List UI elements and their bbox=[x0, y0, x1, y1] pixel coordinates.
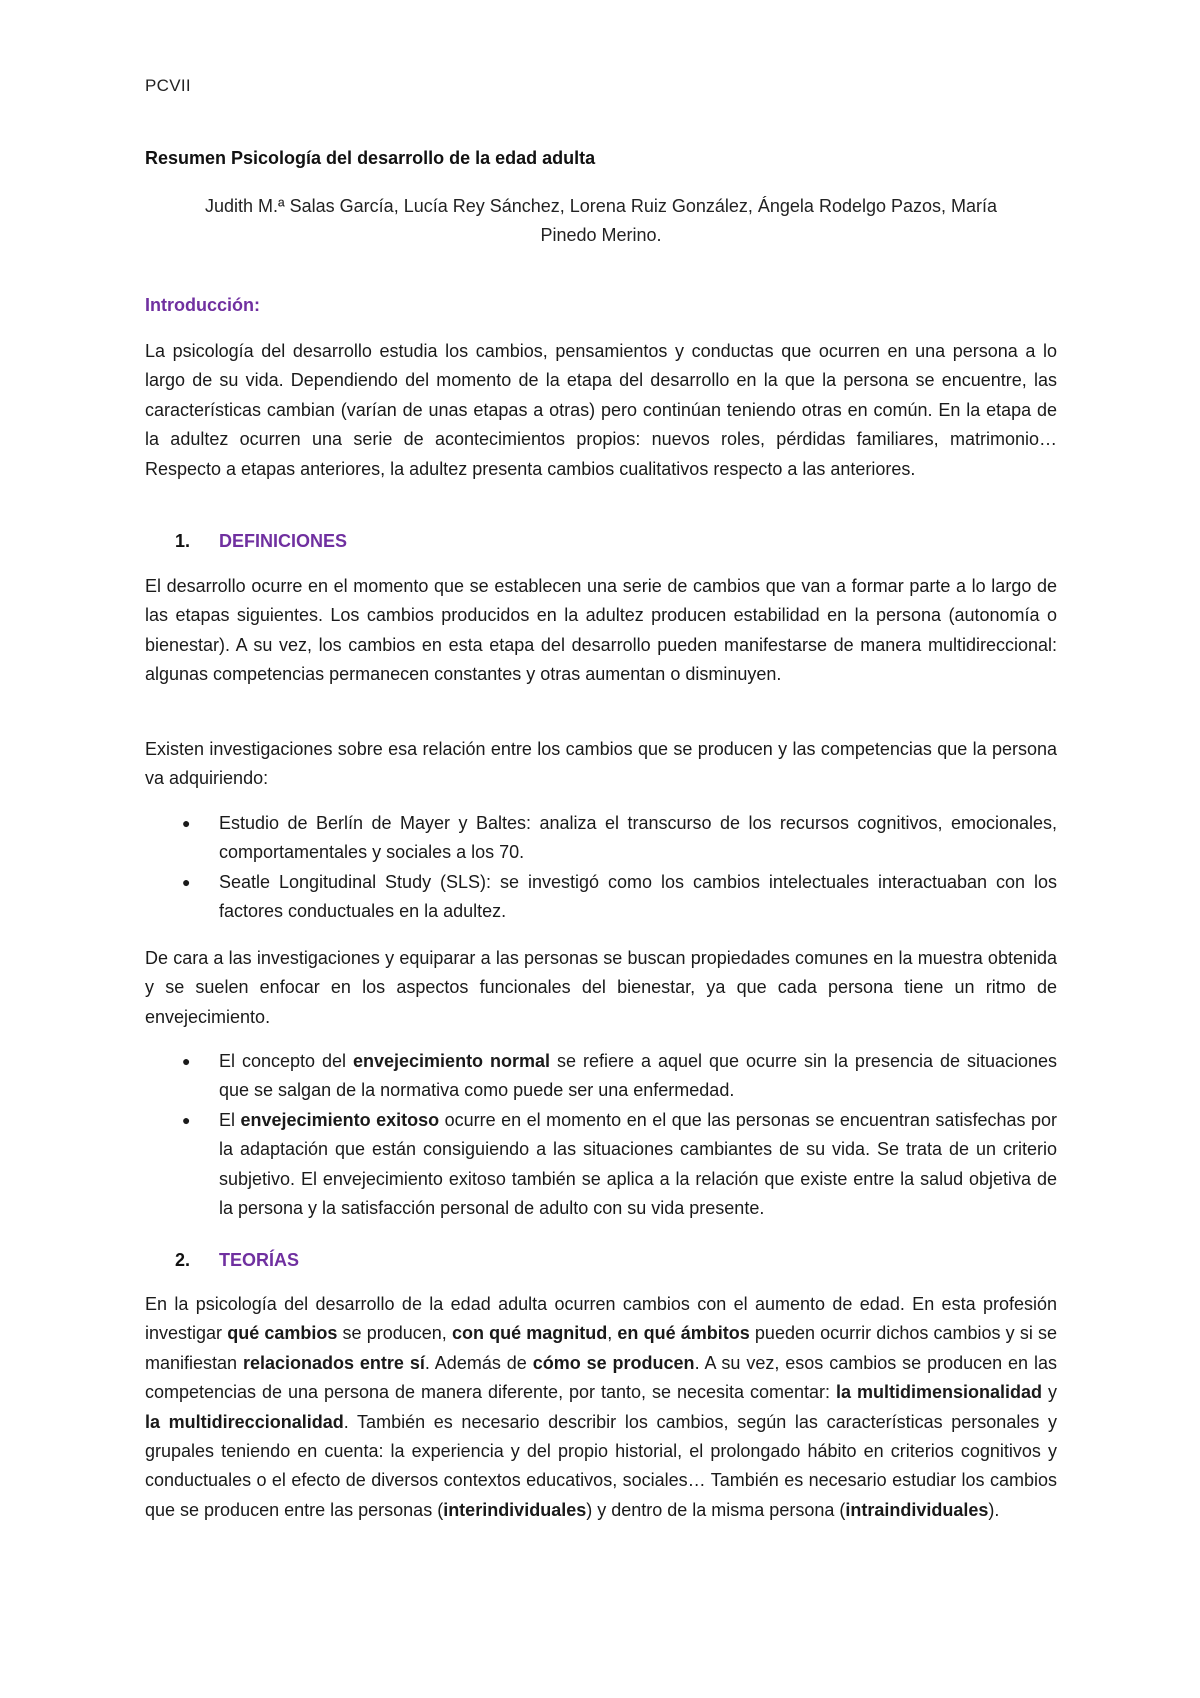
bold-term: envejecimiento normal bbox=[353, 1051, 551, 1071]
text-run: En la psicología del desarrollo de la edad adulta ocurren cambios con el aumento de edad. En esta profesión investigar bbox=[145, 1294, 1057, 1344]
bold-term: qué cambios bbox=[227, 1323, 338, 1344]
bullet-icon: ● bbox=[182, 1053, 191, 1069]
section-number: 2. bbox=[175, 1250, 191, 1270]
definiciones-paragraph-1: El desarrollo ocurre en el momento que se establecen una serie de cambios que van a formar parte a lo largo de las etapas siguientes. Los cambios producidos en la adultez producen estabilidad en la persona (autonomía o bienestar). A su vez, los cambios en esta etapa del desarrollo pueden manifestarse de manera multidireccional: algunas competencias permanecen constantes y otras aumentan o disminuyen. bbox=[145, 576, 1057, 685]
list-item-text: Estudio de Berlín de Mayer y Baltes: analiza el transcurso de los recursos cognitivos, emocionales, comportamentales y sociales a los 70. bbox=[219, 813, 1057, 863]
text-run: ) y dentro de la misma persona ( bbox=[586, 1499, 846, 1520]
section-heading-definiciones bbox=[145, 531, 347, 552]
bold-term: relacionados entre sí bbox=[242, 1352, 425, 1373]
section-heading-teorias bbox=[145, 1250, 299, 1271]
bullet-icon: ● bbox=[182, 873, 191, 890]
page-header: PCVII bbox=[145, 76, 191, 95]
bold-term: interindividuales bbox=[443, 1499, 587, 1520]
list-item bbox=[145, 809, 1057, 868]
section-title: DEFINICIONES bbox=[219, 531, 348, 551]
text-run: y bbox=[1042, 1382, 1057, 1403]
document-title: Resumen Psicología del desarrollo de la edad adulta bbox=[145, 148, 596, 168]
definiciones-paragraph-3: De cara a las investigaciones y equiparar a las personas se buscan propiedades comunes en la muestra obtenida y se suelen enfocar en los aspectos funcionales del bienestar, ya que cada persona tiene un ritmo de envejecimiento. bbox=[145, 948, 1057, 1027]
aging-list bbox=[145, 1047, 1057, 1223]
text-run: ). bbox=[988, 1499, 1000, 1520]
text-run: pueden ocurrir dichos cambios y si se manifiestan bbox=[145, 1323, 1057, 1373]
text-run: El bbox=[219, 1109, 241, 1130]
definiciones-paragraph-2: Existen investigaciones sobre esa relación entre los cambios que se producen y las competencias que la persona va adquiriendo: bbox=[145, 739, 1057, 789]
text-run: . A su vez, esos cambios se producen en las competencias de una persona de manera diferente, por tanto, se necesita comentar: bbox=[145, 1352, 1057, 1403]
text-run: El concepto del bbox=[219, 1051, 353, 1071]
authors-line-2: Pinedo Merino. bbox=[540, 225, 662, 245]
bold-term: la multidireccionalidad bbox=[145, 1411, 344, 1432]
list-item bbox=[145, 1106, 1057, 1224]
bold-term: envejecimiento exitoso bbox=[240, 1109, 440, 1130]
text-run: ocurre en el momento en el que las personas se encuentran satisfechas por la adaptación que están consiguiendo a las situaciones cambiantes de su vida. Se trata de un criterio subjetivo. El envejecimiento exitoso también se aplica a la relación que existe entre la salud objetiva de la persona y la satisfacción personal de adulto con su vida presente. bbox=[219, 1109, 1057, 1219]
research-list bbox=[145, 809, 1057, 927]
list-item-text: Seatle Longitudinal Study (SLS): se investigó como los cambios intelectuales interactuaban con los factores conductuales en la adultez. bbox=[219, 871, 1057, 922]
authors-line-1: Judith M.ª Salas García, Lucía Rey Sánchez, Lorena Ruiz González, Ángela Rodelgo Pazos, María bbox=[204, 196, 998, 216]
teorias-paragraph bbox=[145, 1290, 1057, 1525]
intro-heading: Introducción: bbox=[145, 295, 260, 315]
text-run: , bbox=[607, 1323, 618, 1344]
bullet-icon: ● bbox=[182, 815, 191, 831]
bullet-icon: ● bbox=[182, 1111, 191, 1128]
text-run: . También es necesario describir los cambios, según las características personales y grupales teniendo en cuenta: la experiencia y del propio historial, el prolongado hábito en criterios cognitivos y conductuales o el efecto de diversos contextos educativos, sociales… También es necesario estudiar los cambios que se producen entre las personas ( bbox=[145, 1411, 1058, 1520]
intro-paragraph: La psicología del desarrollo estudia los cambios, pensamientos y conductas que ocurren en una persona a lo largo de su vida. Dependiendo del momento de la etapa del desarrollo en la que la persona se encuentre, las características cambian (varían de unas etapas a otras) pero continúan teniendo otras en común. En la etapa de la adultez ocurren una serie de acontecimientos propios: nuevos roles, pérdidas familiares, matrimonio… Respecto a etapas anteriores, la adultez presenta cambios cualitativos respecto a las anteriores. bbox=[145, 341, 1057, 479]
text-run: se refiere a aquel que ocurre sin la presencia de situaciones que se salgan de la normativa como puede ser una enfermedad. bbox=[219, 1051, 1057, 1101]
bold-term: intraindividuales bbox=[845, 1499, 989, 1520]
authors bbox=[145, 192, 1057, 250]
text-run: . Además de bbox=[424, 1352, 533, 1373]
bold-term: la multidimensionalidad bbox=[836, 1382, 1043, 1403]
bold-term: cómo se producen bbox=[532, 1352, 695, 1373]
text-run: se producen, bbox=[337, 1323, 452, 1344]
section-title: TEORÍAS bbox=[219, 1250, 300, 1270]
list-item bbox=[145, 868, 1057, 927]
bold-term: en qué ámbitos bbox=[617, 1323, 750, 1344]
section-number: 1. bbox=[175, 531, 191, 551]
list-item bbox=[145, 1047, 1057, 1106]
bold-term: con qué magnitud bbox=[451, 1323, 608, 1344]
